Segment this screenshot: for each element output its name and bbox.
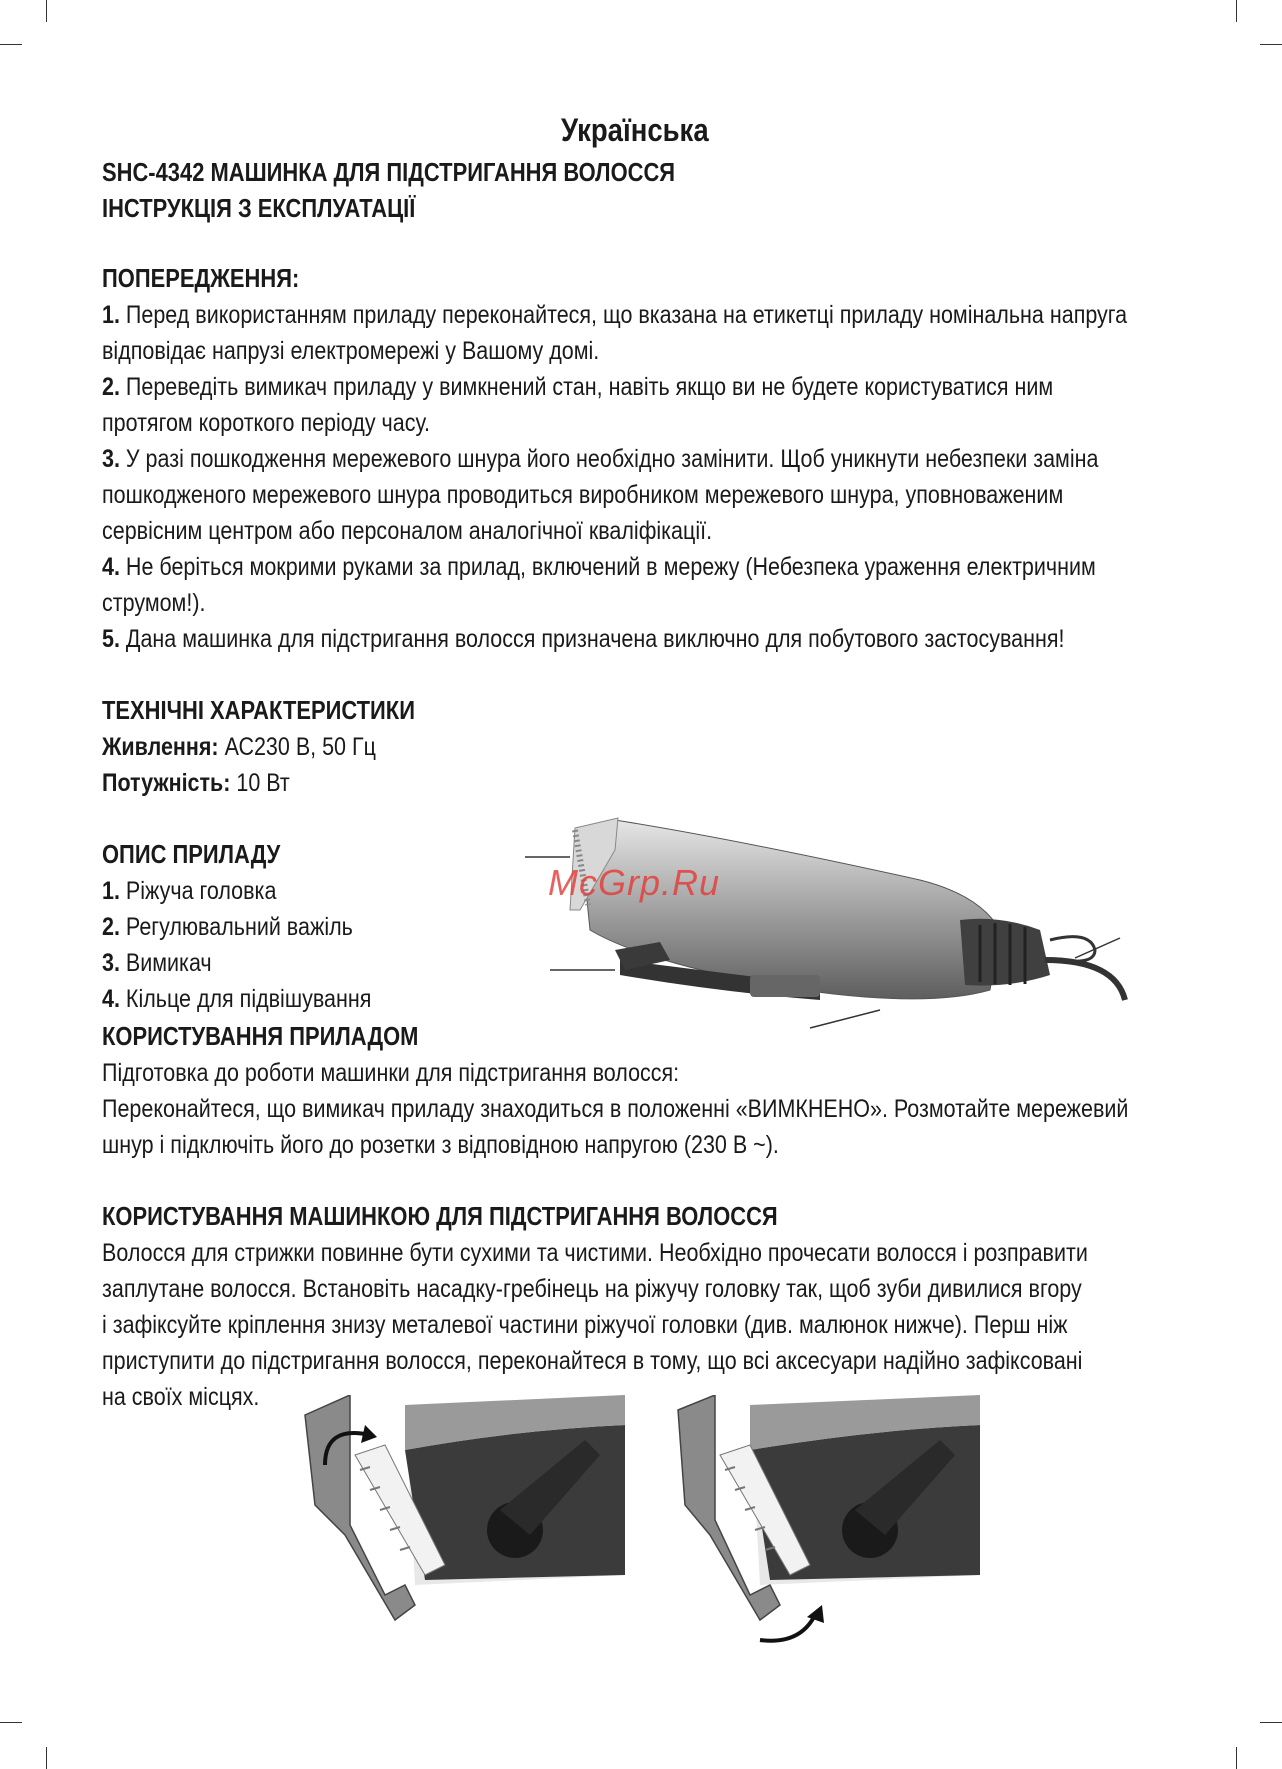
spec-value: 10 Вт xyxy=(236,769,290,797)
warning-text: Перед використанням приладу переконайтеся, що вказана на етикетці приладу номінальна напруга xyxy=(125,301,1128,329)
item-number: 3. xyxy=(102,445,120,473)
cord-guard xyxy=(960,919,1050,986)
clipper-usage-text: і зафіксуйте кріплення знизу металевої частини ріжучої головки (див. малюнок нижче). Перш ніж xyxy=(102,1311,1068,1339)
usage-text: шнур і підключіть його до розетки з відповідною напругою (230 В ~). xyxy=(102,1131,779,1159)
warning-text: струмом!). xyxy=(102,589,206,617)
item-number: 3. xyxy=(102,949,120,977)
item-number: 4. xyxy=(102,985,120,1013)
crop-mark xyxy=(1260,1722,1282,1723)
crop-mark xyxy=(1236,0,1237,22)
description-heading: ОПИС ПРИЛАДУ xyxy=(102,841,281,869)
warning-item xyxy=(102,298,1128,334)
warning-text: У разі пошкодження мережевого шнура його необхідно замінити. Щоб уникнути небезпеки заміна xyxy=(125,445,1099,473)
clipper-illustration xyxy=(520,810,1140,1050)
clipper-usage-text: на своїх місцях. xyxy=(102,1383,260,1411)
crop-mark xyxy=(46,1747,47,1769)
watermark: McGrp.Ru xyxy=(548,862,721,903)
item-number: 2. xyxy=(102,913,120,941)
spec-wattage xyxy=(102,766,1031,802)
crop-mark xyxy=(1260,44,1282,45)
clipper-usage-text: приступити до підстригання волосся, переконайтеся в тому, що всі аксесуари надійно зафіксовані xyxy=(102,1347,1083,1375)
item-number: 1. xyxy=(102,301,120,329)
warning-item xyxy=(102,622,1065,658)
attachment-illustration-step1 xyxy=(295,1395,625,1635)
warning-text: протягом короткого періоду часу. xyxy=(102,409,431,437)
spec-power xyxy=(102,730,1031,766)
rotate-arrow xyxy=(760,1615,815,1641)
part-text: Регулювальний важіль xyxy=(125,913,353,941)
warnings-heading: ПОПЕРЕДЖЕННЯ: xyxy=(102,265,300,293)
warning-item xyxy=(102,550,1096,586)
crop-mark xyxy=(46,0,47,22)
warning-item xyxy=(102,442,1099,478)
spec-label: Живлення: xyxy=(102,733,219,761)
warning-text: Дана машинка для підстригання волосся призначена виключно для побутового застосування! xyxy=(125,625,1065,653)
language-heading: Українська xyxy=(561,112,709,148)
clipper-usage-text: Волосся для стрижки повинне бути сухими та чистими. Необхідно прочесати волосся і розправити xyxy=(102,1239,1088,1267)
product-title: SHC-4342 МАШИНКА ДЛЯ ПІДСТРИГАННЯ ВОЛОССЯ xyxy=(102,159,676,187)
spec-label: Потужність: xyxy=(102,769,231,797)
usage-text: Переконайтеся, що вимикач приладу знаходиться в положенні «ВИМКНЕНО». Розмотайте мережевий xyxy=(102,1095,1129,1123)
spec-value: АС230 В, 50 Гц xyxy=(224,733,376,761)
warning-text: відповідає напрузі електромережі у Вашому домі. xyxy=(102,337,600,365)
part-text: Ріжуча головка xyxy=(125,877,277,905)
warning-text: сервісним центром або персоналом аналогічної кваліфікації. xyxy=(102,517,713,545)
clipper-usage-heading: КОРИСТУВАННЯ МАШИНКОЮ ДЛЯ ПІДСТРИГАННЯ ВОЛОССЯ xyxy=(102,1203,778,1231)
crop-mark xyxy=(0,44,22,45)
callout-line xyxy=(1075,938,1120,958)
crop-mark xyxy=(1236,1747,1237,1769)
item-number: 1. xyxy=(102,877,120,905)
power-cord xyxy=(1045,960,1125,1000)
usage-heading: КОРИСТУВАННЯ ПРИЛАДОМ xyxy=(102,1023,419,1051)
item-number: 2. xyxy=(102,373,120,401)
crop-mark xyxy=(0,1722,22,1723)
usage-text: Підготовка до роботи машинки для підстригання волосся: xyxy=(102,1059,680,1087)
warning-text: пошкодженого мережевого шнура проводиться виробником мережевого шнура, уповноваженим xyxy=(102,481,1064,509)
item-number: 5. xyxy=(102,625,120,653)
switch xyxy=(750,975,820,997)
specs-heading: ТЕХНІЧНІ ХАРАКТЕРИСТИКИ xyxy=(102,697,415,725)
item-number: 4. xyxy=(102,553,120,581)
clipper-usage-text: заплутане волосся. Встановіть насадку-гребінець на ріжучу головку так, щоб зуби дивилися вгору xyxy=(102,1275,1082,1303)
manual-title: ІНСТРУКЦІЯ З ЕКСПЛУАТАЦІЇ xyxy=(102,195,416,223)
warning-text: Не беріться мокрими руками за прилад, включений в мережу (Небезпека ураження електричним xyxy=(125,553,1096,581)
attachment-illustration-step2 xyxy=(670,1395,1000,1655)
warning-text: Переведіть вимикач приладу у вимкнений стан, навіть якщо ви не будете користуватися ним xyxy=(125,373,1054,401)
part-text: Вимикач xyxy=(125,949,212,977)
warning-item xyxy=(102,370,1054,406)
part-text: Кільце для підвішування xyxy=(125,985,372,1013)
